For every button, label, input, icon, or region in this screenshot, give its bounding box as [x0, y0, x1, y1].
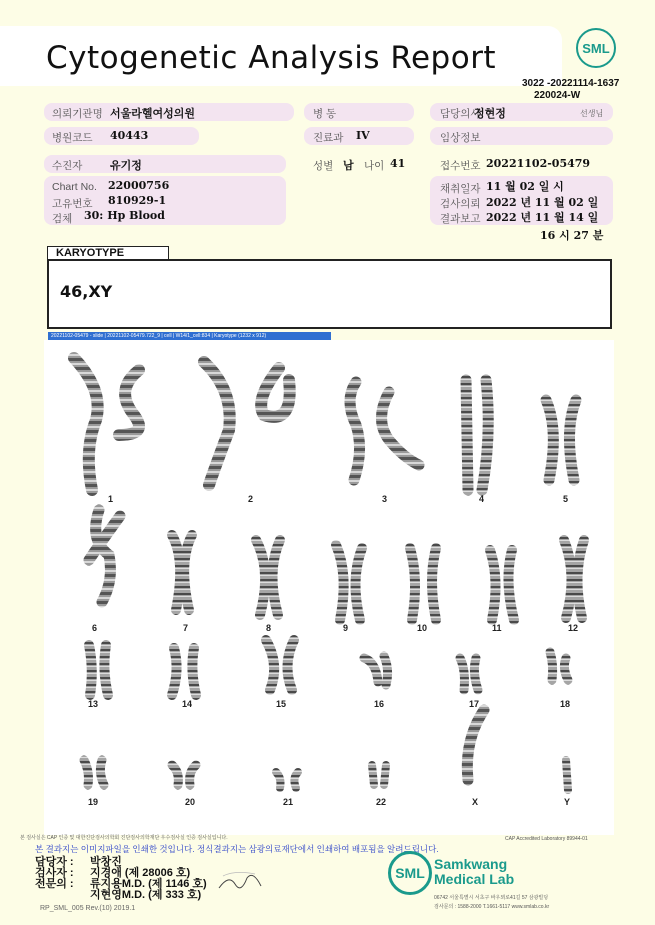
chart-no-value: 22000756 — [108, 179, 170, 192]
karyotype-result-box — [47, 259, 612, 329]
samkwang-logo-icon: SML — [388, 851, 432, 895]
id-no-value: 810929-1 — [108, 194, 167, 207]
chromosome-label: 18 — [560, 699, 571, 709]
physician-suffix: 선생님 — [580, 109, 604, 118]
staff-role-3: 전문의 : — [35, 878, 74, 890]
print-notice: 본 결과지는 이미지파일을 인쇄한 것입니다. 정식결과지는 삼광의료재단에서 인쇄하여 배포됨을 알려드립니다. — [35, 844, 439, 854]
staff-role-1: 담당자 : — [35, 856, 74, 868]
sml-logo-icon: SML — [576, 28, 616, 68]
report-date-value: 2022 년 11 월 14 일 — [486, 211, 599, 224]
physician-value: 정현정 — [474, 107, 506, 120]
address: 06742 서울특별시 서초구 바우뫼로41길 57 삼광빌딩 — [434, 895, 549, 901]
staff-name-4: 지현영M.D. (제 333 호) — [90, 889, 202, 901]
ward-label: 병 동 — [313, 108, 337, 120]
brand-name-line2: Medical Lab — [434, 871, 515, 887]
chromosome-label: 9 — [343, 623, 349, 633]
chromosome-label: 6 — [92, 623, 98, 633]
department-label: 진료과 — [313, 132, 344, 144]
staff-role-2: 검사자 : — [35, 867, 74, 879]
chromosome-label: 3 — [382, 494, 388, 504]
id-no-label: 고유번호 — [52, 198, 93, 210]
chromosome-label: 5 — [563, 494, 569, 504]
chromosome-label: 11 — [492, 623, 502, 633]
legal-fine-print: 본 검사실은 CAP 인증 및 대한진단검사의학회 진단검사의학재단 우수검사실 인증 검사실입니다. — [20, 835, 228, 841]
report-number-suffix: 220024-W — [534, 90, 581, 101]
chart-no-label: Chart No. — [52, 181, 97, 193]
patient-label: 수진자 — [52, 160, 83, 172]
chromosome-label: 16 — [374, 699, 385, 709]
chromosome-label: X — [472, 797, 479, 807]
age-value: 41 — [390, 157, 406, 170]
age-label: 나이 — [364, 160, 385, 172]
form-code: RP_SML_005 Rev.(10) 2019.1 — [40, 905, 136, 912]
request-date-value: 2022 년 11 월 02 일 — [486, 196, 599, 209]
sex-value: 남 — [343, 159, 354, 172]
cap-note: CAP Accredited Laboratory 89944-01 — [505, 836, 588, 842]
chromosome-label: 14 — [182, 699, 193, 709]
request-date-label: 검사의뢰 — [440, 198, 481, 210]
department-value: IV — [356, 129, 370, 142]
chromosome-label: 7 — [183, 623, 189, 633]
chromosome-label: 12 — [568, 623, 579, 633]
referring-institution-label: 의뢰기관명 — [52, 108, 103, 120]
contact: 검사문의 : 1588-2000 T.1661-5117 www.smlab.co.kr — [434, 904, 550, 910]
chromosome-label: 20 — [185, 797, 196, 807]
report-time-value: 16 시 27 분 — [540, 229, 604, 242]
collection-date-value: 11 월 02 일 시 — [486, 180, 564, 193]
chromosome-label: 8 — [266, 623, 272, 633]
referring-institution-value: 서울라헬여성의원 — [110, 107, 196, 120]
physician-label: 담당의사 — [440, 108, 481, 120]
reception-no-label: 접수번호 — [440, 160, 481, 172]
chromosome-label: 10 — [417, 623, 428, 633]
karyotype-label: KARYOTYPE — [47, 246, 169, 260]
brand-name-line1: Samkwang — [434, 856, 508, 872]
chromosome-label: 22 — [376, 797, 387, 807]
report-title: Cytogenetic Analysis Report — [46, 40, 497, 76]
collection-date-label: 채취일자 — [440, 183, 481, 195]
staff-name-1: 박창진 — [90, 856, 122, 868]
staff-name-2: 지경애 (제 28006 호) — [90, 867, 191, 879]
chromosome-label: 17 — [469, 699, 480, 709]
signature-icon — [215, 866, 265, 896]
clinical-info-label: 임상정보 — [440, 132, 481, 144]
sex-label: 성별 — [313, 160, 334, 172]
karyogram-image-caption: 20221102-05479 - slide | 20221102-05479.722_9 | cell | W14/1_cell:834 | Karyotype (1232 x 912) — [48, 332, 331, 340]
chromosome-label: 21 — [283, 797, 294, 807]
specimen-value: 30: Hp Blood — [84, 209, 165, 222]
chromosome-label: 15 — [276, 699, 287, 709]
chromosome-label: 1 — [108, 494, 114, 504]
report-date-label: 결과보고 — [440, 213, 481, 225]
chromosome-label: 2 — [248, 494, 254, 504]
staff-name-3: 류지용M.D. (제 1146 호) — [90, 878, 207, 890]
karyogram-image — [44, 340, 614, 835]
chromosome-label: 4 — [479, 494, 485, 504]
specimen-label: 검체 — [52, 213, 73, 225]
chromosome-label: 19 — [88, 797, 99, 807]
report-number: 3022 -20221114-1637 — [522, 78, 620, 89]
karyogram-graphic — [44, 340, 614, 835]
hospital-code-label: 병원코드 — [52, 132, 93, 144]
patient-value: 유기정 — [110, 159, 142, 172]
brand-name — [434, 857, 514, 887]
reception-no-value: 20221102-05479 — [486, 157, 591, 170]
chromosome-label: Y — [564, 797, 571, 807]
karyotype-result: 46,XY — [60, 282, 113, 301]
chromosome-label: 13 — [88, 699, 99, 709]
hospital-code-value: 40443 — [110, 129, 149, 142]
